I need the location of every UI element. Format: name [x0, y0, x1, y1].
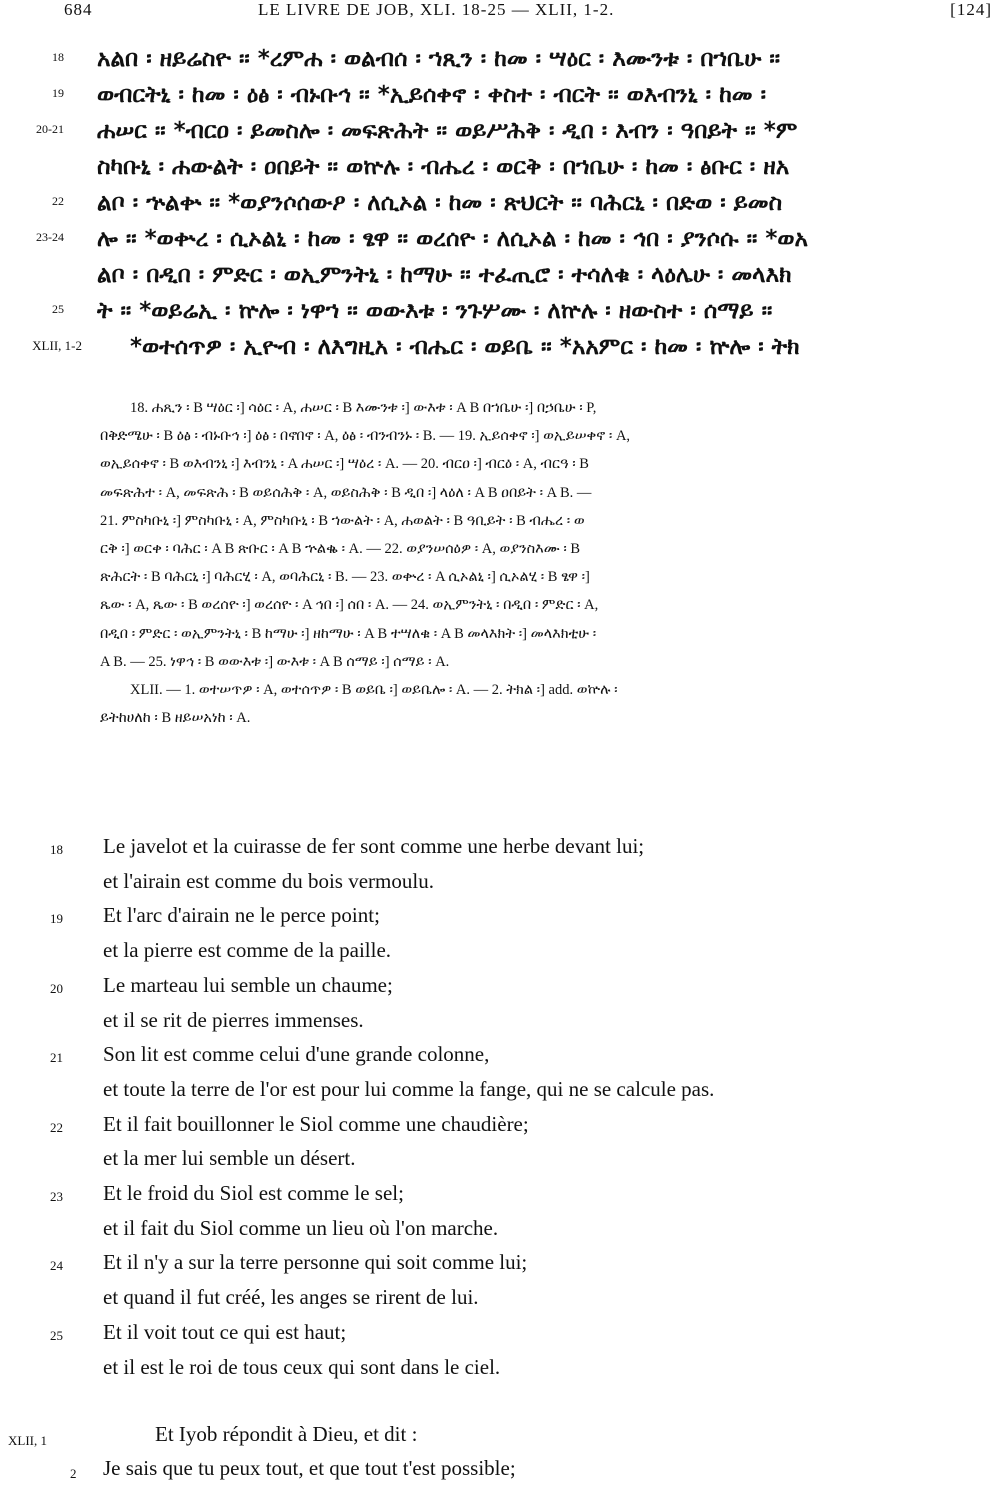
- verse-number: 24: [50, 1258, 63, 1274]
- verse-number: 18: [52, 50, 64, 64]
- ethiopic-line: ወብርትኒ ፡ ከመ ፡ ዕፅ ፡ ብኑቡኅ ። *ኢይሰቀኖ ፡ ቀስተ ፡ ብርት ። ወእብንኒ ፡ ከመ ፡: [97, 82, 767, 108]
- verse-number: 22: [50, 1119, 63, 1135]
- translation-line: Le marteau lui semble un chaume;: [103, 972, 393, 997]
- ethiopic-line: ልቦ ፡ ኍልቍ ። *ወያንሶሰውዖ ፡ ለሲኦል ፡ ከመ ፡ ጽህርት ። ባሕርኒ ፡ በድወ ፡ ይመስ: [97, 190, 783, 216]
- translation-line: Et il voit tout ce qui est haut;: [103, 1319, 347, 1344]
- ethiopic-line: ልቦ ፡ በዲበ ፡ ምድር ፡ ወኢምንትኒ ፡ ከማሁ ። ተፈጢሮ ፡ ተሳለቁ ፡ ላዕሌሁ ፡ መላእክ: [97, 262, 792, 288]
- verse-number: 21: [50, 1050, 63, 1066]
- translation-line: Je sais que tu peux tout, et que tout t'est possible;: [103, 1456, 516, 1480]
- apparatus-line: 21. ምስካቡኒ ፡] ምስካቡኒ ፡ A, ምስካቡኒ ፡ B ኀውልት ፡ A, ሐወልት ፡ B ዓቢይት ፡ B ብሔረ ፡ ወ: [100, 512, 585, 529]
- ethiopic-line: ስካቡኒ ፡ ሐውልት ፡ ዐበይት ። ወኵሉ ፡ ብሔረ ፡ ወርቅ ፡ በኀቤሁ ፡ ከመ ፡ ፅቡር ፡ ዘአ: [97, 154, 790, 180]
- verse-number: 22: [52, 194, 64, 208]
- ethiopic-line: ሐሠር ። *ብርዐ ፡ ይመስሎ ፡ መፍጽሕት ። ወይሥሕቅ ፡ ዲበ ፡ እብን ፡ ዓበይት ። *ም: [97, 118, 798, 144]
- translation-line: Et Iyob répondit à Dieu, et dit :: [155, 1422, 418, 1446]
- apparatus-line: በዲበ ፡ ምድር ፡ ወኢምንትኒ ፡ B ከማሁ ፡] ዘከማሁ ፡ A B ተሣለቁ ፡ A B መላእክት ፡] መላእክቲሁ ፡: [100, 625, 597, 642]
- translation-line: Et il fait bouillonner le Siol comme une chaudière;: [103, 1111, 529, 1136]
- ethiopic-line: ት ። *ወይሬኢ ፡ ኵሎ ፡ ነዋኀ ። ወውእቱ ፡ ንጉሦሙ ፡ ለኵሉ ፡ ዘውስተ ፡ ሰማይ ።: [97, 298, 773, 324]
- apparatus-line: 18. ሐጺን ፡ B ሣዕር ፡] ሳዕር ፡ A, ሐሠር ፡ B እሙንቱ ፡] ውእቱ ፡ A B በኀቤሁ ፡] በኃቤሁ ፡ P,: [130, 400, 597, 416]
- apparatus-line: ወኢይሰቀኖ ፡ B ወእብንኒ ፡] እብንኒ ፡ A ሐሠር ፡] ሣዕረ ፡ A. — 20. ብርዐ ፡] ብርዕ ፡ A, ብርዓ ፡ B: [100, 456, 589, 473]
- translation-line: Et l'arc d'airain ne le perce point;: [103, 903, 380, 928]
- translation-line: et la pierre est comme de la paille.: [103, 938, 392, 963]
- verse-number: 25: [52, 302, 64, 316]
- translation-line: et quand il fut créé, les anges se rirent de lui.: [103, 1285, 479, 1310]
- verse-number: 2: [70, 1466, 77, 1481]
- verse-number: XLII, 1-2: [32, 338, 82, 353]
- apparatus-line: XLII. — 1. ወተሠጥዎ ፡ A, ወተሰጥዎ ፡ B ወይቤ ፡] ወይቤሎ ፡ A. — 2. ትክል ፡] add. ወኵሉ ፡: [130, 682, 618, 698]
- apparatus-line: መፍጽሕተ ፡ A, መፍጽሕ ፡ B ወይሰሕቅ ፡ A, ወይስሕቅ ፡ B ዲበ ፡] ላዕለ ፡ A B ዐበይት ፡ A B. —: [100, 484, 592, 501]
- apparatus-line: ጽሕርት ፡ B ባሕርኒ ፡] ባሕርሂ ፡ A, ወባሕርኒ ፡ B. — 23. ወቍረ ፡ A ሲኦልኒ ፡] ሲኦልሂ ፡ B ፄዋ ፡]: [100, 569, 590, 586]
- folio: [124]: [950, 0, 992, 19]
- verse-number: 20: [50, 980, 63, 996]
- page-number: 684: [64, 0, 93, 19]
- apparatus-line: A B. — 25. ነዋኅ ፡ B ወውእቱ ፡] ውእቱ ፡ A B ሰማይ ፡] ሰማይ ፡ A.: [100, 653, 450, 670]
- apparatus-line: ርቅ ፡] ወርቀ ፡ ባሕር ፡ A B ጽቡር ፡ A B ኍልቈ ፡ A. — 22. ወያንሠሰዕዎ ፡ A, ወያንስእሙ ፡ B: [100, 541, 581, 557]
- translation-line: et il fait du Siol comme un lieu où l'on marche.: [103, 1215, 499, 1240]
- apparatus-line: ጼው ፡ A, ጼው ፡ B ወረሰዮ ፡] ወረሰዮ ፡ A ኅበ ፡] ሰበ ፡ A. — 24. ወኢምንትኒ ፡ በዲበ ፡ ምድር ፡ A,: [100, 597, 599, 614]
- translation-line: et il est le roi de tous ceux qui sont dans le ciel.: [103, 1354, 501, 1379]
- ethiopic-line: *ወተሰጥዎ ፡ ኢዮብ ፡ ለእግዚአ ፡ ብሔር ፡ ወይቤ ። *አአምር ፡ ከመ ፡ ኵሎ ፡ ትክ: [130, 334, 800, 360]
- ethiopic-line: አልበ ፡ ዘይሬስዮ ። *ረምሐ ፡ ወልብሰ ፡ ኀጺን ፡ ከመ ፡ ሣዕር ፡ እሙንቱ ፡ በኀቤሁ ።: [97, 46, 781, 72]
- verse-number: 20-21: [36, 122, 64, 136]
- apparatus-line: በቅድሜሁ ፡ B ዕፅ ፡ ብኑቡኅ ፡] ዕፅ ፡ በኖበኖ ፡ A, ዕፅ ፡ ብንብንኑ ፡ B. — 19. ኢይሰቀኖ ፡] ወኢይሠቀኖ ፡ A,: [100, 428, 631, 445]
- ethiopic-line: ሎ ። *ወቍረ ፡ ሲኦልኒ ፡ ከመ ፡ ፄዋ ። ወረሰዮ ፡ ለሲኦል ፡ ከመ ፡ ኅበ ፡ ያንሶሱ ። *ወአ: [97, 226, 808, 252]
- verse-number: 23: [50, 1189, 63, 1204]
- translation-line: Et il n'y a sur la terre personne qui soit comme lui;: [103, 1250, 528, 1275]
- apparatus-line: ይትከሀለከ ፡ B ዘይሠአነከ ፡ A.: [100, 710, 251, 727]
- verse-number: 25: [50, 1327, 63, 1343]
- verse-number: 18: [50, 842, 63, 857]
- translation-line: et il se rit de pierres immenses.: [103, 1007, 364, 1032]
- translation-line: et toute la terre de l'or est pour lui comme la fange, qui ne se calcule pas.: [103, 1076, 715, 1101]
- translation-line: et l'airain est comme du bois vermoulu.: [103, 868, 434, 893]
- verse-number: 23-24: [36, 230, 64, 244]
- translation-line: Son lit est comme celui d'une grande colonne,: [103, 1042, 490, 1067]
- verse-number: 19: [52, 86, 64, 100]
- verse-number: XLII, 1: [8, 1433, 47, 1448]
- running-title: LE LIVRE DE JOB, XLI. 18-25 — XLII, 1-2.: [258, 0, 615, 19]
- translation-line: Le javelot et la cuirasse de fer sont comme une herbe devant lui;: [103, 834, 645, 858]
- translation-line: et la mer lui semble un désert.: [103, 1146, 356, 1171]
- verse-number: 19: [50, 911, 63, 927]
- translation-line: Et le froid du Siol est comme le sel;: [103, 1181, 404, 1205]
